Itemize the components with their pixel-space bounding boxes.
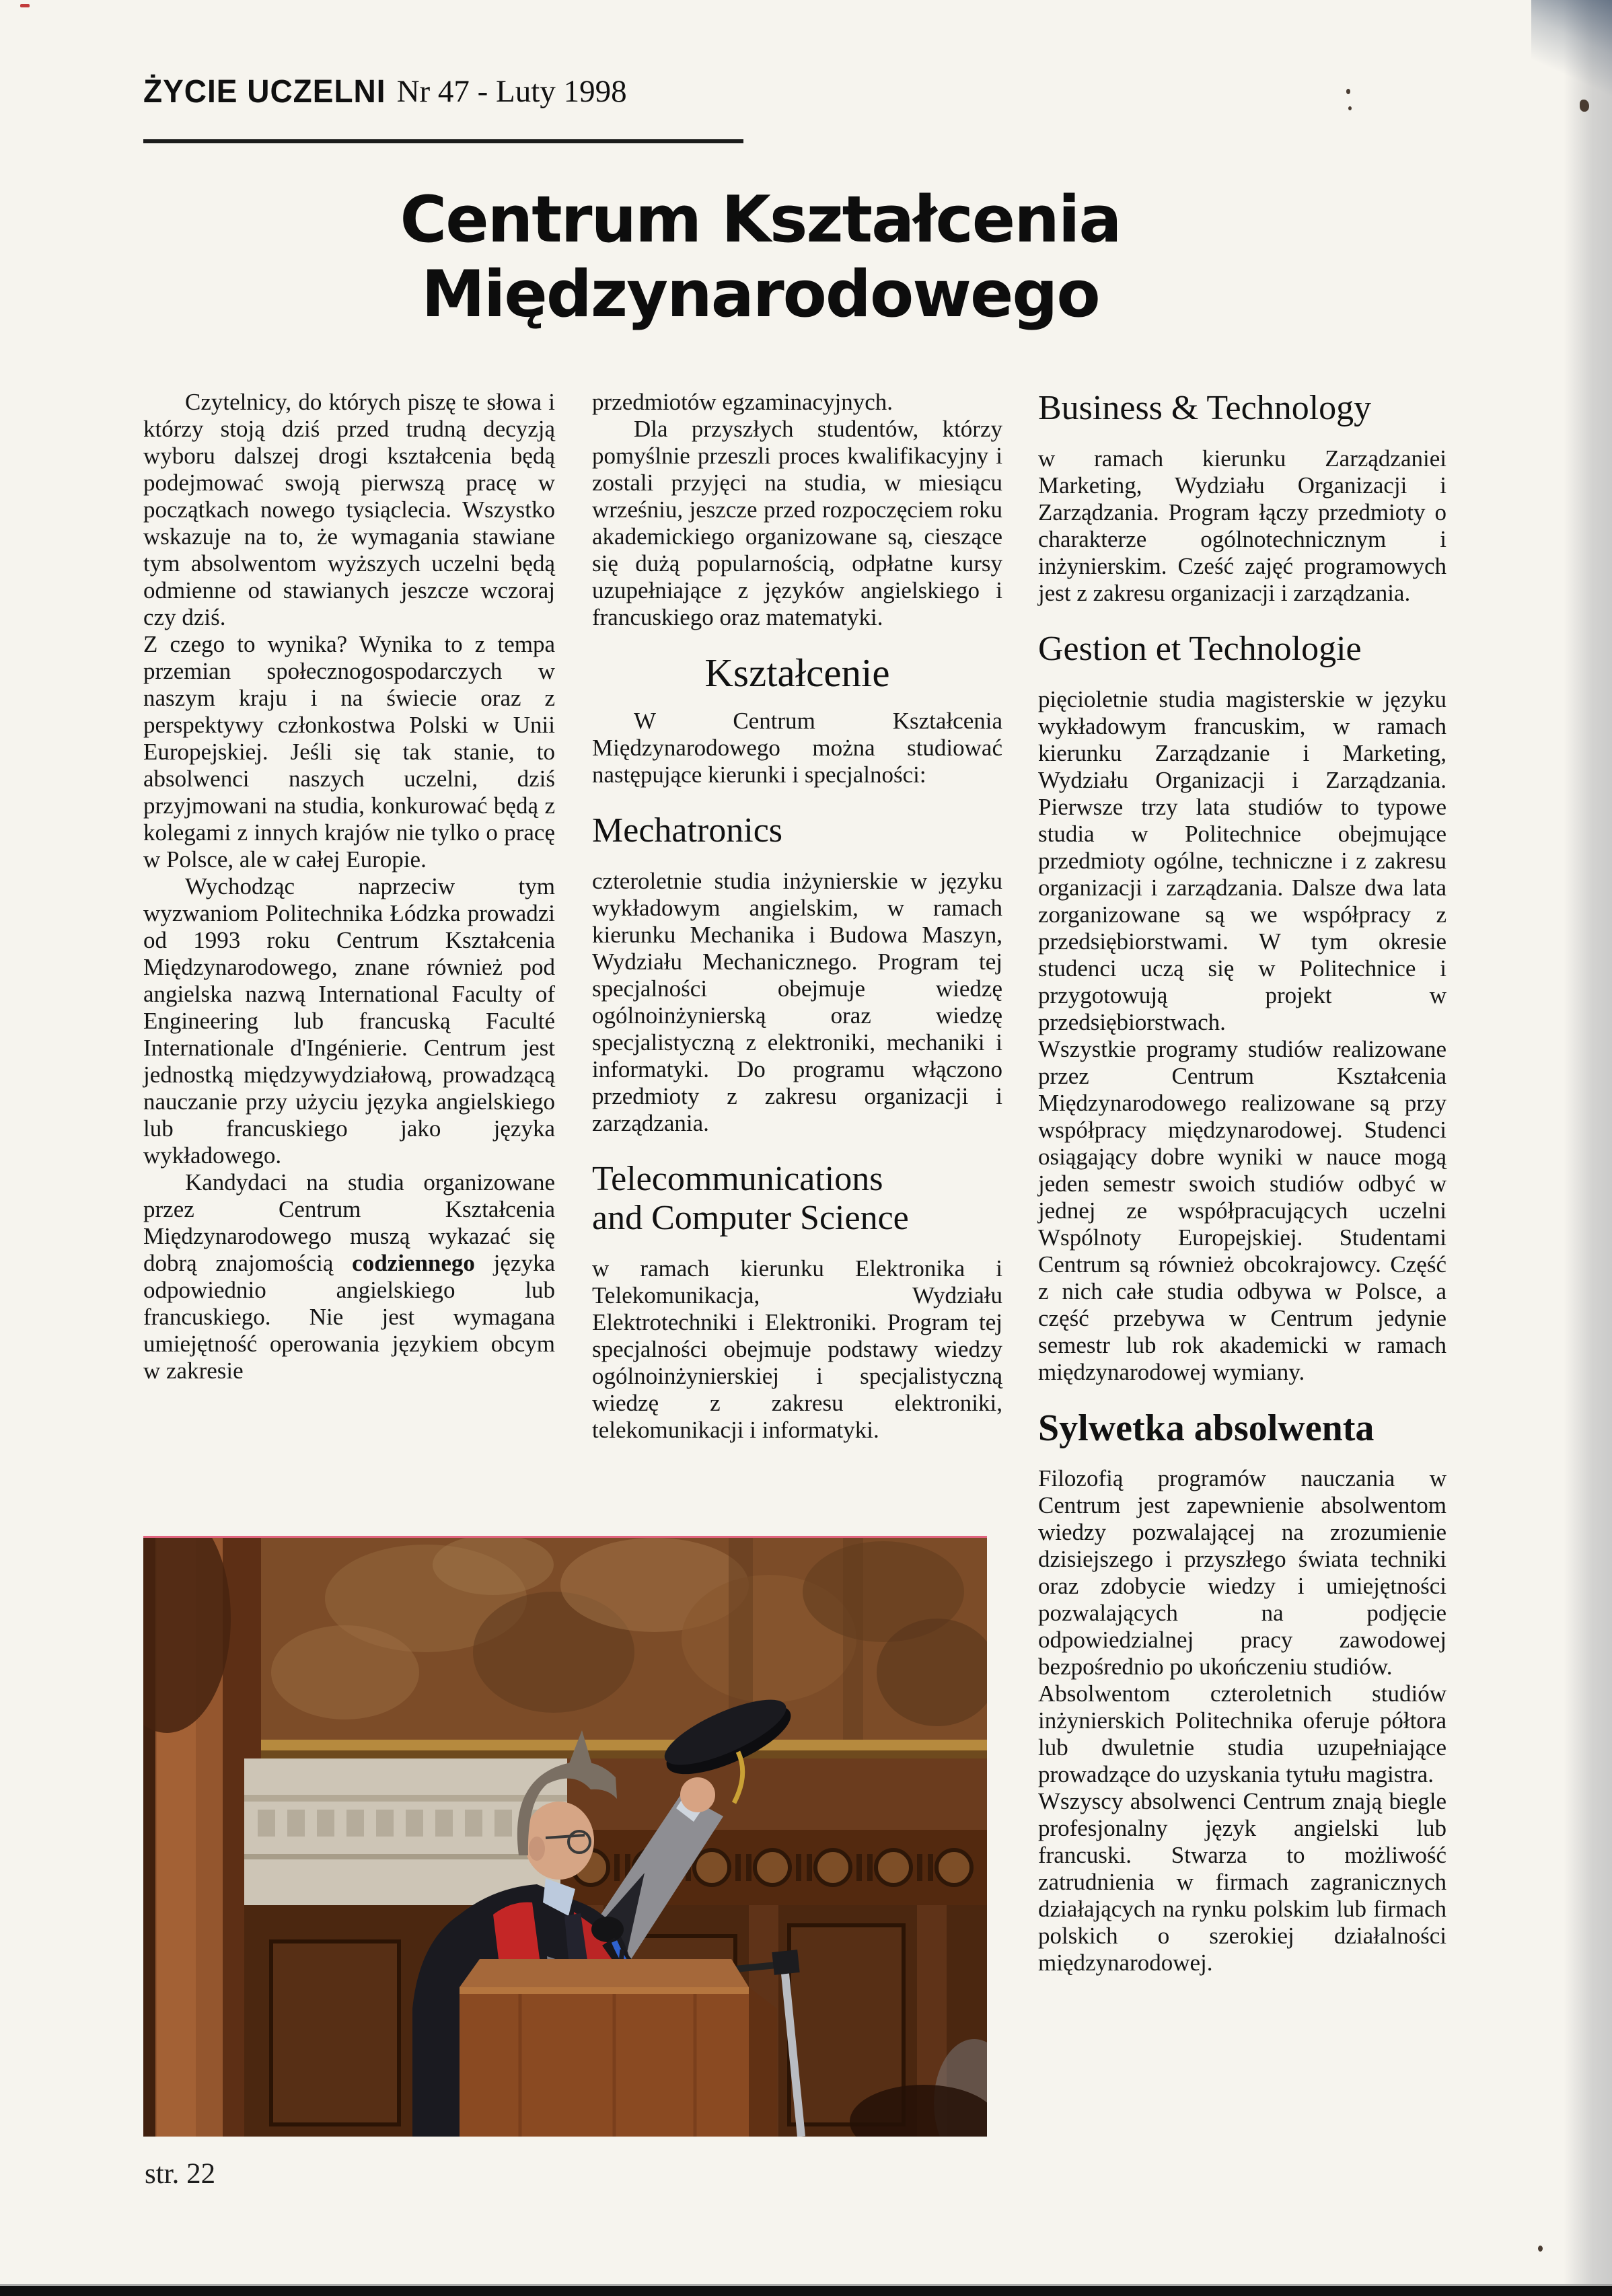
paragraph-text: języka odpowiednio angielskiego lub francuskiego. Nie jest wymagana umiejętność operowania językiem obcym w zakresie (143, 1250, 556, 1384)
scan-speck (20, 4, 30, 7)
section-heading-sylwetka: Sylwetka absolwenta (1038, 1407, 1375, 1449)
scan-bottom-bar (0, 2286, 1612, 2296)
section-heading-gestion: Gestion et Technologie (1038, 630, 1362, 668)
scan-speck (1538, 2246, 1543, 2252)
heading-line: and Computer Science (592, 1199, 909, 1237)
paragraph: Wychodząc naprzeciw tym wyzwaniom Politechnika Łódzka prowadzi od 1993 roku Centrum Kształcenia Międzynarodowego, znane również pod angielska nazwą International Faculty of Engineering lub francuską Faculté Internationale d'Ingénierie. Centrum jest jednostką międzywydziałową, prowadzącą nauczanie przy użyciu języka angielskiego lub francuskiego jako języka wykładowego. (143, 873, 555, 1169)
paragraph: Wszyscy absolwenci Centrum znają biegle profesjonalny język angielski lub francuski. Stwarza to możliwość zatrudnienia w firmach zagranicznych działających na rynku polskim lub firmach polskich o szerokiej działalności międzynarodowej. (1038, 1788, 1446, 1976)
paragraph: w ramach kierunku Elektronika i Telekomunikacja, Wydziału Elektrotechniki i Elektroniki. Program tej specjalności obejmuje podstawy wiedzy ogólnoinżynierskiej i specjalistyczną wiedzę z zakresu elektroniki, telekomunikacji i informatyki. (592, 1255, 1002, 1443)
column-2 (592, 389, 1002, 1444)
section-heading-ksztalcenie: Kształcenie (704, 651, 890, 695)
column-3 (1038, 389, 1446, 1976)
column-1 (143, 389, 555, 1384)
paragraph-text: Kandydaci na studia organizowane przez Centrum Kształcenia Międzynarodowego muszą wykazać się dobrą znajomością (143, 1169, 555, 1276)
scan-speck (1580, 100, 1589, 112)
section-heading-telecommunications (592, 1160, 1002, 1238)
paragraph: Z czego to wynika? Wynika to z tempa przemian społecznogospodarczych w naszym kraju i na świecie oraz z perspektywy członkostwa Polski w Unii Europejskiej. Jeśli się tak stanie, to absolwenci naszych uczelni, dziś przyjmowani na studia, konkurować będą z kolegami z innych krajów nie tylko o pracę w Polsce, ale w całej Europie. (143, 631, 555, 873)
paragraph: W Centrum Kształcenia Międzynarodowego można studiować następujące kierunki i specjalności: (592, 708, 1002, 788)
scan-speck (1348, 106, 1352, 110)
paragraph: Czytelnicy, do których piszę te słowa i którzy stoją dziś przed trudną decyzją wyboru dalszej drogi kształcenia będą podejmować swoją pierwszą pracę w początkach nowego tysiąclecia. Wszystko wskazuje na to, że wymagania stawiane tym absolwentom wyższych uczelni będą odmienne od stawianych jeszcze wczoraj czy dziś. (143, 389, 555, 630)
heading-line: Telecommunications (592, 1160, 883, 1198)
paragraph: pięcioletnie studia magisterskie w języku wykładowym francuskim, w ramach kierunku Zarządzanie i Marketing, Wydziału Organizacji i Zarządzania. Pierwsze trzy lata studiów to typowe studia w Politechnice obejmujące przedmioty ogólne, techniczne i z zakresu organizacji i zarządzania. Dalsze dwa lata zorganizowane są we współpracy z przedsiębiorstwami. W tym okresie studenci uczą się w Politechnice i przygotowują projekt w przedsiębiorstwach. (1038, 686, 1446, 1035)
masthead (143, 73, 627, 110)
section-heading-mechatronics: Mechatronics (592, 811, 783, 850)
issue-label: Nr 47 - Luty 1998 (396, 74, 627, 109)
page-number: str. 22 (145, 2158, 216, 2190)
header-rule (143, 139, 743, 143)
section-heading-business: Business & Technology (1038, 389, 1372, 427)
paragraph: Wszystkie programy studiów realizowane przez Centrum Kształcenia Międzynarodowego realizowane są przy współpracy międzynarodowej. Studenci osiągający dobre wyniki w nauce mogą jeden semestr swoich studiów odbyć w jednej ze współpracujących uczelni Wspólnoty Europejskiej. Studentami Centrum są również obcokrajowcy. Część z nich całe studia odbywa w Polsce, a część przebywa w Centrum jedynie semestr lub rok akademicki w ramach międzynarodowej wymiany. (1038, 1036, 1446, 1385)
paragraph: Filozofią programów nauczania w Centrum jest zapewnienie absolwentom wiedzy pozwalającej na zrozumienie dzisiejszego i przyszłego świata techniki oraz zdobycie wiedzy i umiejętności pozwalających na podjęcie odpowiedzialnej pracy zawodowej bezpośrednio po ukończeniu studiów. (1038, 1465, 1446, 1680)
paragraph: Absolwentom czteroletnich studiów inżynierskich Politechnika oferuje półtora lub dwuletnie studia uzupełniające prowadzące do uzyskania tytułu magistra. (1038, 1680, 1446, 1787)
paragraph: Dla przyszłych studentów, którzy pomyślnie przeszli proces kwalifikacyjny i zostali przyjęci na studia, w miesiącu wrześniu, jeszcze przed rozpoczęciem roku akademickiego organizowane są, cieszące się dużą popularnością, odpłatne kursy uzupełniające z języków angielskiego i francuskiego oraz matematyki. (592, 416, 1002, 630)
article-title (202, 183, 1319, 332)
magazine-name: ŻYCIE UCZELNI (143, 72, 386, 110)
ceremony-photo-illustration (143, 1538, 987, 2137)
scan-corner-shadow (1531, 0, 1612, 101)
scan-edge-shadow (1564, 0, 1612, 2296)
paragraph (143, 1169, 555, 1384)
paragraph: przedmiotów egzaminacyjnych. (592, 389, 893, 415)
article-title-line2: Międzynarodowego (421, 258, 1099, 332)
emphasized-word: codziennego (352, 1250, 475, 1276)
paragraph: w ramach kierunku Zarządzaniei Marketing, Wydziału Organizacji i Zarządzania. Program łączy przedmioty o charakterze ogólnotechnicznym i inżynierskim. Cześć zajęć programowych jest z zakresu organizacji i zarządzania. (1038, 445, 1446, 606)
ceremony-photo (143, 1536, 987, 2137)
article-title-line1: Centrum Kształcenia (400, 183, 1121, 257)
paragraph: czteroletnie studia inżynierskie w języku wykładowym angielskim, w ramach kierunku Mechanika i Budowa Maszyn, Wydziału Mechanicznego. Program tej specjalności obejmuje wiedzę ogólnoinżynierską oraz wiedzę specjalistyczną z elektroniki, mechaniki i informatyki. Do programu włączono przedmioty z zakresu organizacji i zarządzania. (592, 868, 1002, 1136)
scan-speck (1346, 89, 1350, 94)
